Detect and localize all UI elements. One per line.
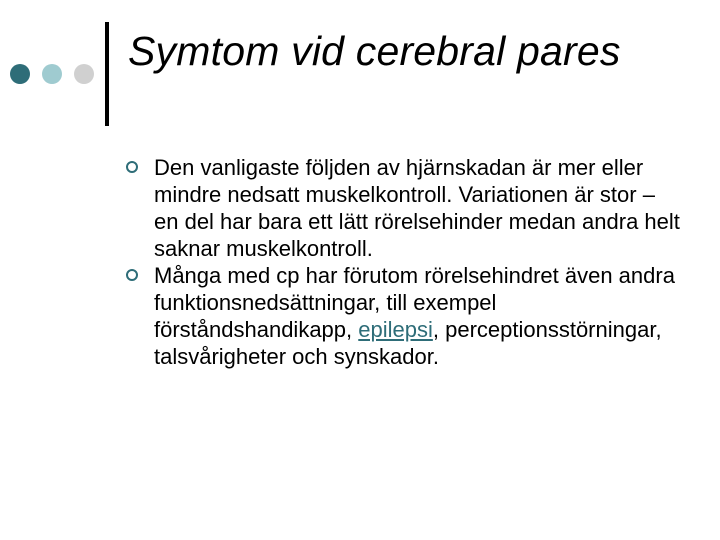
bullet-text: Den vanligaste följden av hjärnskadan är mer eller mindre nedsatt muskelkontroll. Variationen är stor – en del har bara ett lätt rörelsehinder medan andra helt saknar muskelkontroll. xyxy=(154,155,680,261)
bullet-item xyxy=(140,154,680,262)
slide-title: Symtom vid cerebral pares xyxy=(128,28,621,74)
dot-light-teal xyxy=(42,64,62,84)
ring-bullet-icon xyxy=(126,161,138,173)
bullet-text-after-link: , perceptionsstörningar, talsvårigheter och synskador. xyxy=(154,317,662,369)
bullet-item xyxy=(140,262,680,370)
epilepsi-link[interactable]: epilepsi xyxy=(358,317,433,342)
dot-dark-teal xyxy=(10,64,30,84)
dot-gray xyxy=(74,64,94,84)
bullet-list xyxy=(140,154,680,370)
title-divider xyxy=(105,22,109,126)
decorative-dots xyxy=(10,64,100,84)
ring-bullet-icon xyxy=(126,269,138,281)
bullet-text-before-link: Många med cp har förutom rörelsehindret även andra funktionsnedsättningar, till exempel förståndshandikapp, xyxy=(154,263,675,342)
bullet-text xyxy=(154,262,680,370)
